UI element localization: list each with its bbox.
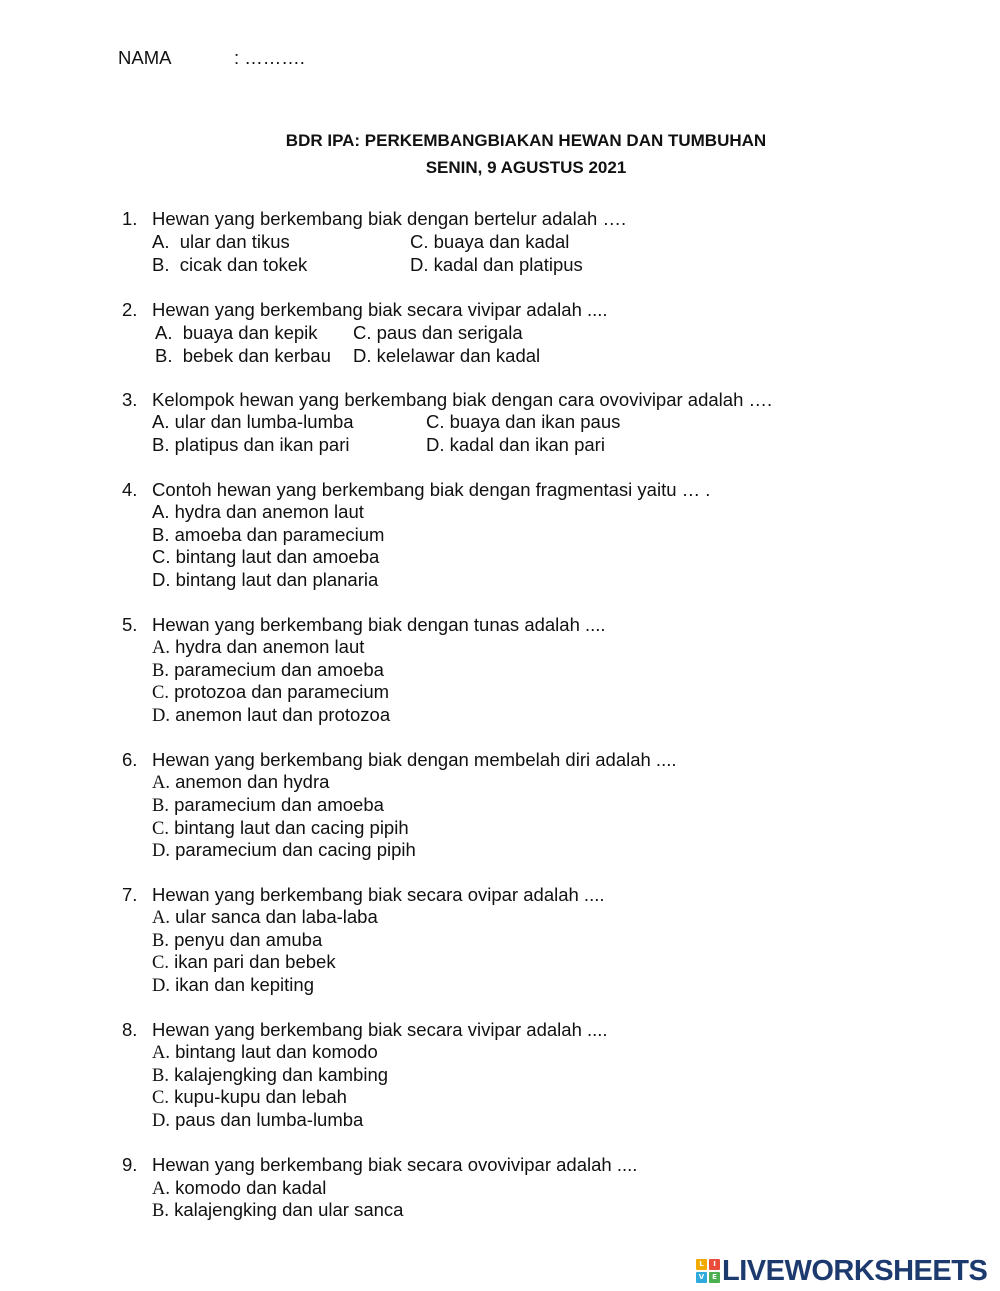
page-date: SENIN, 9 AGUSTUS 2021 <box>425 158 627 177</box>
option-d[interactable]: D. kelelawar dan kadal <box>353 345 541 366</box>
option-c[interactable]: C. bintang laut dan cacing pipih <box>152 817 409 839</box>
option-a[interactable]: A. buaya dan kepik <box>155 322 318 343</box>
option-a[interactable]: A. anemon dan hydra <box>152 771 330 793</box>
option-c[interactable]: C. bintang laut dan amoeba <box>152 546 380 567</box>
option-c[interactable]: C. kupu-kupu dan lebah <box>152 1086 347 1108</box>
page-title: BDR IPA: PERKEMBANGBIAKAN HEWAN DAN TUMBUHAN <box>285 131 767 150</box>
question-number: 7. <box>122 884 138 905</box>
question-number: 6. <box>122 749 138 770</box>
option-b[interactable]: B. penyu dan amuba <box>152 929 323 951</box>
option-c[interactable]: C. paus dan serigala <box>353 322 523 343</box>
option-b[interactable]: B. bebek dan kerbau <box>155 345 331 366</box>
option-b[interactable]: B. platipus dan ikan pari <box>152 434 350 455</box>
option-b[interactable]: B. cicak dan tokek <box>152 254 308 275</box>
option-a[interactable]: A. hydra dan anemon laut <box>152 501 364 522</box>
option-d[interactable]: D. bintang laut dan planaria <box>152 569 379 590</box>
question-number: 2. <box>122 299 138 320</box>
option-b[interactable]: B. kalajengking dan ular sanca <box>152 1199 404 1221</box>
option-b[interactable]: B. paramecium dan amoeba <box>152 794 384 816</box>
name-label: NAMA <box>118 47 172 68</box>
question-number: 5. <box>122 614 138 635</box>
option-a[interactable]: A. komodo dan kadal <box>152 1177 327 1199</box>
option-a[interactable]: A. bintang laut dan komodo <box>152 1041 378 1063</box>
option-a[interactable]: A. ular dan lumba-lumba <box>152 411 354 432</box>
question-text: Hewan yang berkembang biak secara ovipar adalah .... <box>152 884 605 905</box>
question-text: Hewan yang berkembang biak secara vivipar adalah .... <box>152 1019 608 1040</box>
name-field[interactable]: : ………. <box>234 47 305 68</box>
question-number: 3. <box>122 389 138 410</box>
brand-name: LIVEWORKSHEETS <box>722 1255 988 1287</box>
option-b[interactable]: B. kalajengking dan kambing <box>152 1064 389 1086</box>
option-c[interactable]: C. protozoa dan paramecium <box>152 681 390 703</box>
question-text: Contoh hewan yang berkembang biak dengan fragmentasi yaitu … . <box>152 479 711 500</box>
option-d[interactable]: D. paramecium dan cacing pipih <box>152 839 416 861</box>
option-d[interactable]: D. ikan dan kepiting <box>152 974 314 996</box>
question-text: Hewan yang berkembang biak dengan tunas adalah .... <box>152 614 606 635</box>
question-number: 9. <box>122 1154 138 1175</box>
option-d[interactable]: D. kadal dan ikan pari <box>426 434 605 455</box>
logo-blocks-icon: L I V E <box>696 1259 720 1283</box>
option-b[interactable]: B. amoeba dan paramecium <box>152 524 385 545</box>
question-text: Hewan yang berkembang biak secara ovovivipar adalah .... <box>152 1154 638 1175</box>
question-number: 1. <box>122 208 138 229</box>
option-c[interactable]: C. buaya dan kadal <box>410 231 570 252</box>
option-c[interactable]: C. ikan pari dan bebek <box>152 951 336 973</box>
option-a[interactable]: A. ular sanca dan laba-laba <box>152 906 378 928</box>
option-c[interactable]: C. buaya dan ikan paus <box>426 411 621 432</box>
option-d[interactable]: D. paus dan lumba-lumba <box>152 1109 364 1131</box>
question-number: 4. <box>122 479 138 500</box>
option-b[interactable]: B. paramecium dan amoeba <box>152 659 384 681</box>
question-text: Kelompok hewan yang berkembang biak dengan cara ovovivipar adalah …. <box>152 389 773 410</box>
option-d[interactable]: D. anemon laut dan protozoa <box>152 704 391 726</box>
question-text: Hewan yang berkembang biak dengan bertelur adalah …. <box>152 208 627 229</box>
option-a[interactable]: A. hydra dan anemon laut <box>152 636 365 658</box>
question-text: Hewan yang berkembang biak dengan membelah diri adalah .... <box>152 749 677 770</box>
question-number: 8. <box>122 1019 138 1040</box>
liveworksheets-logo <box>696 1254 987 1288</box>
option-d[interactable]: D. kadal dan platipus <box>410 254 583 275</box>
option-a[interactable]: A. ular dan tikus <box>152 231 290 252</box>
question-text: Hewan yang berkembang biak secara vivipar adalah .... <box>152 299 608 320</box>
